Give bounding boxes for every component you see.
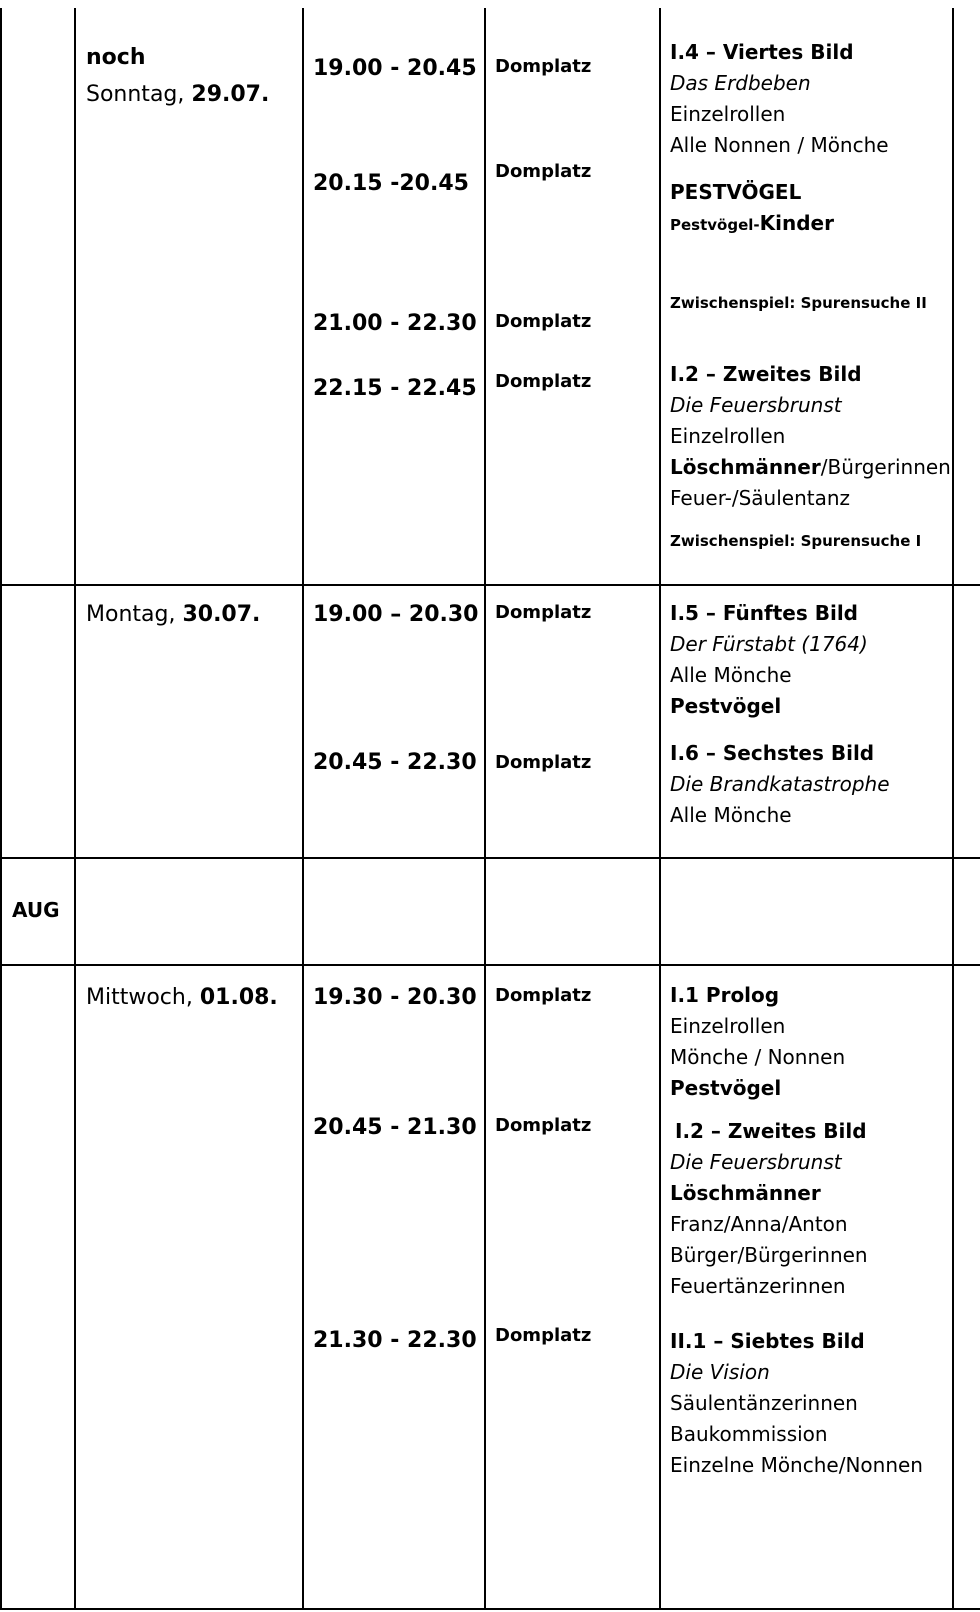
day-date xyxy=(86,604,260,626)
event-line-bold: Pestvögel xyxy=(670,694,782,718)
event-line: Säulentänzerinnen xyxy=(670,1391,858,1415)
venue: Domplatz xyxy=(495,1325,592,1346)
date: 29.07. xyxy=(191,82,270,107)
interlude: Zwischenspiel: Spurensuche I xyxy=(670,532,922,550)
day-date xyxy=(86,84,269,106)
event-line: Einzelrollen xyxy=(670,424,786,448)
event-line: Franz/Anna/Anton xyxy=(670,1212,848,1236)
venue: Domplatz xyxy=(495,161,592,182)
event-title: I.2 – Zweites Bild xyxy=(675,1119,867,1143)
event-subtitle: Die Brandkatastrophe xyxy=(670,772,890,796)
event-entry xyxy=(670,1326,923,1481)
event-line: Einzelne Mönche/Nonnen xyxy=(670,1453,923,1477)
event-entry xyxy=(670,1116,868,1302)
column-divider xyxy=(74,8,76,1609)
row-divider xyxy=(0,964,980,966)
event-subtitle: Die Feuersbrunst xyxy=(670,393,842,417)
time-slot: 21.30 - 22.30 xyxy=(313,1328,477,1353)
venue: Domplatz xyxy=(495,985,592,1006)
event-line xyxy=(670,208,834,241)
venue: Domplatz xyxy=(495,752,592,773)
event-entry xyxy=(670,177,834,241)
event-entry xyxy=(670,598,868,722)
venue: Domplatz xyxy=(495,311,592,332)
event-title: II.1 – Siebtes Bild xyxy=(670,1329,865,1353)
table-border-left xyxy=(0,8,2,1609)
row-divider xyxy=(0,857,980,859)
venue: Domplatz xyxy=(495,602,592,623)
event-line: Baukommission xyxy=(670,1422,828,1446)
event-line: Einzelrollen xyxy=(670,102,786,126)
date-prefix: noch xyxy=(86,45,146,70)
event-title: PESTVÖGEL xyxy=(670,180,802,204)
event-entry xyxy=(670,359,951,514)
column-divider xyxy=(302,8,304,1609)
event-line-bold: Löschmänner xyxy=(670,455,821,479)
time-slot: 21.00 - 22.30 xyxy=(313,311,477,336)
time-slot: 19.30 - 20.30 xyxy=(313,985,477,1010)
event-title: I.1 Prolog xyxy=(670,983,780,1007)
event-entry xyxy=(670,738,890,831)
event-entry xyxy=(670,980,845,1104)
column-divider xyxy=(659,8,661,1609)
venue: Domplatz xyxy=(495,56,592,77)
event-subtitle: Das Erdbeben xyxy=(670,71,811,95)
event-subtitle: Die Feuersbrunst xyxy=(670,1150,842,1174)
time-slot: 22.15 - 22.45 xyxy=(313,376,477,401)
time-slot: 20.45 - 22.30 xyxy=(313,750,477,775)
event-line: Alle Nonnen / Mönche xyxy=(670,133,889,157)
event-entry xyxy=(670,37,889,161)
weekday: Montag, xyxy=(86,602,176,627)
weekday: Sonntag, xyxy=(86,82,185,107)
event-line-large: Kinder xyxy=(759,211,834,235)
event-line: Bürger/Bürgerinnen xyxy=(670,1243,868,1267)
event-line-bold: Löschmänner xyxy=(670,1181,821,1205)
time-slot: 20.15 -20.45 xyxy=(313,171,469,196)
event-line: Mönche / Nonnen xyxy=(670,1045,846,1069)
time-slot: 19.00 - 20.45 xyxy=(313,56,477,81)
date: 01.08. xyxy=(199,985,278,1010)
event-line: Einzelrollen xyxy=(670,1014,786,1038)
event-line xyxy=(670,452,951,483)
time-slot: 20.45 - 21.30 xyxy=(313,1115,477,1140)
event-title: I.5 – Fünftes Bild xyxy=(670,601,858,625)
event-title: I.2 – Zweites Bild xyxy=(670,362,862,386)
table-border-right xyxy=(952,8,954,1609)
event-subtitle: Die Vision xyxy=(670,1360,770,1384)
event-line: Alle Mönche xyxy=(670,663,792,687)
row-divider xyxy=(0,584,980,586)
event-line-rest: /Bürgerinnen xyxy=(820,455,951,479)
event-title: I.6 – Sechstes Bild xyxy=(670,741,875,765)
event-subtitle: Der Fürstabt (1764) xyxy=(670,632,868,656)
event-line-bold: Pestvögel xyxy=(670,1076,782,1100)
venue: Domplatz xyxy=(495,1115,592,1136)
date: 30.07. xyxy=(182,602,261,627)
event-line: Alle Mönche xyxy=(670,803,792,827)
interlude: Zwischenspiel: Spurensuche II xyxy=(670,294,927,312)
column-divider xyxy=(484,8,486,1609)
event-line: Feuer-/Säulentanz xyxy=(670,486,851,510)
table-border-bottom xyxy=(0,1608,980,1610)
event-title: I.4 – Viertes Bild xyxy=(670,40,854,64)
month-label: AUG xyxy=(12,898,60,922)
weekday: Mittwoch, xyxy=(86,985,193,1010)
event-line-small: Pestvögel- xyxy=(670,216,760,234)
venue: Domplatz xyxy=(495,371,592,392)
event-line: Feuertänzerinnen xyxy=(670,1274,846,1298)
time-slot: 19.00 – 20.30 xyxy=(313,602,479,627)
day-date xyxy=(86,987,278,1009)
